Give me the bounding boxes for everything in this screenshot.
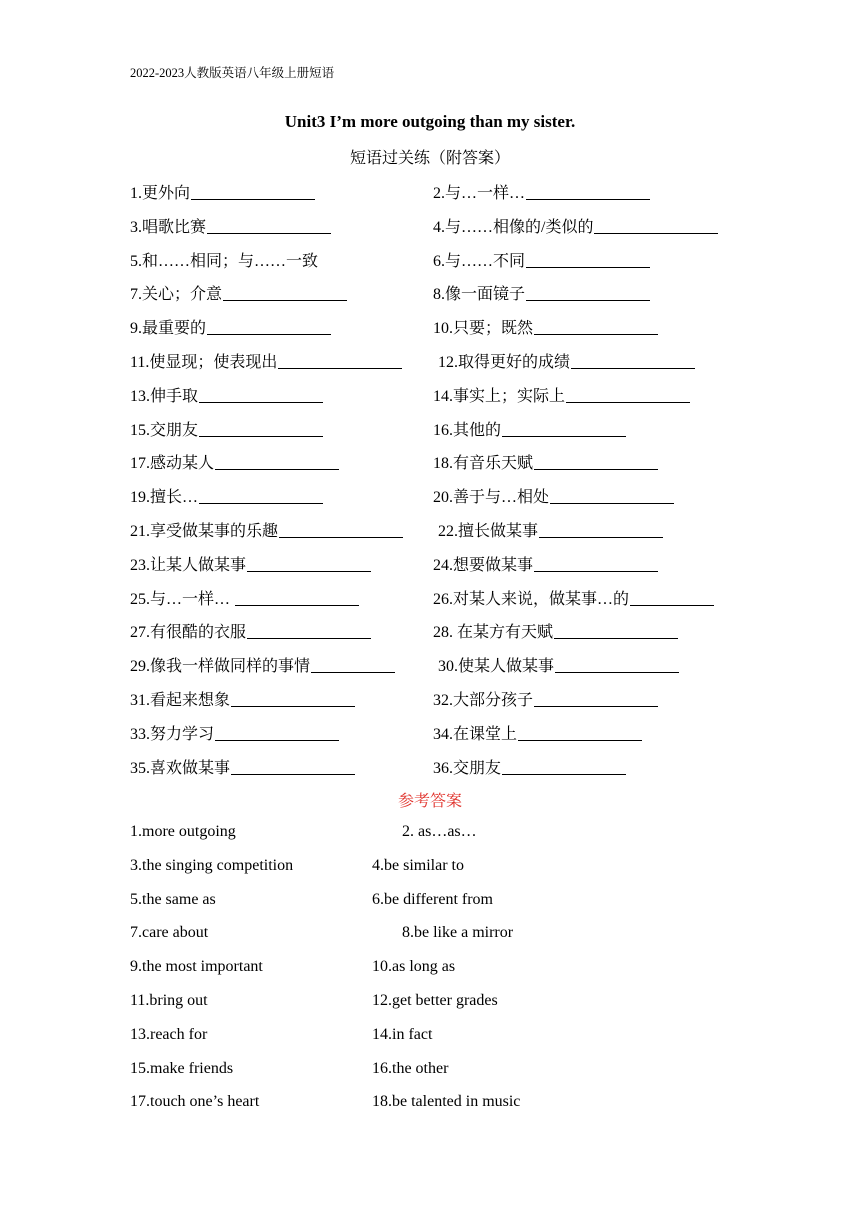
question-number: 30. — [438, 658, 458, 676]
question-item — [130, 518, 403, 541]
question-text: 善于与…相处 — [453, 489, 550, 507]
question-item — [130, 755, 355, 778]
answer-blank-line[interactable] — [199, 502, 323, 504]
question-text: 喜欢做某事 — [150, 759, 231, 777]
question-number: 6. — [433, 252, 445, 270]
question-text: 交朋友 — [150, 421, 199, 439]
question-number: 13. — [130, 387, 150, 405]
answer-item: 16.the other — [372, 1059, 449, 1077]
question-number: 21. — [130, 523, 150, 540]
answer-blank-line[interactable] — [199, 435, 323, 437]
answer-item: 18.be talented in music — [372, 1093, 521, 1111]
question-item — [433, 721, 642, 744]
question-number: 9. — [130, 320, 142, 338]
question-text: 只要；既然 — [453, 320, 534, 338]
question-number: 14. — [433, 387, 453, 405]
answer-blank-line[interactable] — [571, 367, 695, 369]
question-number: 25. — [130, 590, 150, 608]
question-item — [433, 281, 650, 304]
question-text: 与…一样… — [445, 185, 526, 202]
question-number: 2. — [433, 185, 445, 202]
answer-blank-line[interactable] — [311, 671, 395, 673]
answer-blank-line[interactable] — [534, 705, 658, 707]
question-number: 3. — [130, 218, 142, 236]
question-number: 18. — [433, 455, 453, 473]
answer-blank-line[interactable] — [526, 299, 650, 301]
question-number: 8. — [433, 286, 445, 304]
question-text: 伸手取 — [150, 387, 199, 405]
question-text: 有音乐天赋 — [453, 455, 534, 473]
question-item — [130, 214, 331, 237]
question-item — [433, 315, 658, 338]
answer-item: 9.the most important — [130, 958, 263, 976]
answer-blank-line[interactable] — [215, 468, 339, 470]
question-number: 7. — [130, 286, 142, 304]
question-item — [130, 349, 402, 372]
answer-blank-line[interactable] — [247, 570, 371, 572]
question-text: 事实上；实际上 — [453, 387, 566, 405]
answer-item: 8.be like a mirror — [402, 924, 514, 942]
answer-item: 11.bring out — [130, 992, 208, 1009]
question-item — [433, 484, 674, 507]
answer-blank-line[interactable] — [231, 705, 355, 707]
answer-item: 14.in fact — [372, 1025, 433, 1043]
question-item — [130, 180, 315, 203]
question-item — [130, 417, 323, 440]
answer-blank-line[interactable] — [555, 671, 679, 673]
answer-item: 13.reach for — [130, 1025, 208, 1043]
question-item — [130, 281, 347, 304]
answer-blank-line[interactable] — [550, 502, 674, 504]
question-text: 擅长做某事 — [458, 523, 539, 540]
answer-blank-line[interactable] — [235, 604, 359, 606]
question-text: 想要做某事 — [453, 556, 534, 574]
answer-blank-line[interactable] — [278, 367, 402, 369]
answer-item: 1.more outgoing — [130, 823, 236, 840]
question-item — [433, 619, 678, 642]
exercise-subtitle: 短语过关练（附答案） — [349, 150, 510, 167]
answer-blank-line[interactable] — [247, 637, 371, 639]
answer-blank-line[interactable] — [279, 536, 403, 538]
question-item — [438, 349, 695, 372]
question-number: 15. — [130, 421, 150, 439]
answer-item: 12.get better grades — [372, 992, 498, 1009]
question-item — [433, 180, 650, 203]
question-number: 5. — [130, 252, 142, 270]
question-text: 像我一样做同样的事情 — [150, 658, 311, 676]
answer-blank-line[interactable] — [554, 637, 678, 639]
unit-title: Unit3 I’m more outgoing than my sister. — [284, 112, 576, 131]
question-number: 33. — [130, 725, 150, 743]
question-text: 像一面镜子 — [445, 286, 526, 304]
question-number: 22. — [438, 523, 458, 540]
question-text: 大部分孩子 — [453, 692, 534, 709]
question-text: 在某方有天赋 — [453, 624, 554, 642]
question-item — [130, 315, 331, 338]
question-number: 16. — [433, 421, 453, 439]
question-number: 29. — [130, 658, 150, 676]
answer-item: 6.be different from — [372, 890, 493, 908]
question-item — [130, 586, 359, 609]
question-number: 32. — [433, 692, 453, 709]
question-item — [130, 248, 318, 271]
question-item — [433, 214, 718, 237]
question-number: 11. — [130, 354, 150, 371]
answer-item: 2. as…as… — [402, 823, 477, 840]
question-text: 在课堂上 — [453, 725, 518, 743]
answer-blank-line[interactable] — [207, 232, 331, 234]
question-item — [433, 755, 626, 778]
answer-blank-line[interactable] — [207, 333, 331, 335]
question-item — [433, 383, 690, 406]
question-number: 26. — [433, 590, 453, 608]
question-text: 交朋友 — [453, 759, 502, 777]
answer-blank-line[interactable] — [594, 232, 718, 234]
answer-blank-line[interactable] — [526, 198, 650, 200]
question-item — [438, 653, 679, 676]
question-item — [130, 721, 339, 744]
question-number: 19. — [130, 489, 150, 507]
question-number: 34. — [433, 725, 453, 743]
question-number: 36. — [433, 759, 453, 777]
answer-item: 4.be similar to — [372, 856, 464, 874]
answer-item: 7.care about — [130, 924, 209, 942]
question-text: 努力学习 — [150, 725, 215, 743]
answer-blank-line[interactable] — [231, 773, 355, 775]
question-text: 更外向 — [142, 185, 191, 202]
answer-item: 10.as long as — [372, 958, 456, 976]
question-number: 28. — [433, 624, 453, 642]
answer-blank-line[interactable] — [539, 536, 663, 538]
answer-blank-line[interactable] — [223, 299, 347, 301]
question-text: 关心；介意 — [142, 286, 223, 304]
question-text: 唱歌比赛 — [142, 218, 207, 236]
answer-item: 15.make friends — [130, 1059, 234, 1077]
page-header: 2022-2023人教版英语八年级上册短语 — [130, 66, 335, 80]
question-text: 看起来想象 — [150, 692, 231, 709]
answer-blank-line[interactable] — [502, 435, 626, 437]
answer-blank-line[interactable] — [199, 401, 323, 403]
question-item — [433, 586, 714, 609]
question-text: 取得更好的成绩 — [458, 354, 571, 371]
question-text: 享受做某事的乐趣 — [150, 523, 279, 540]
answer-item: 5.the same as — [130, 890, 216, 908]
answer-blank-line[interactable] — [215, 739, 339, 741]
question-number: 17. — [130, 455, 150, 473]
question-text: 与……相像的/类似的 — [445, 218, 594, 236]
question-number: 10. — [433, 320, 453, 338]
question-text: 感动某人 — [150, 455, 215, 473]
question-item — [130, 653, 395, 676]
question-number: 12. — [438, 354, 458, 371]
question-text: 对某人来说，做某事…的 — [453, 590, 630, 608]
question-number: 24. — [433, 556, 453, 574]
question-text: 其他的 — [453, 421, 502, 439]
question-item — [130, 552, 371, 575]
answer-item: 3.the singing competition — [130, 856, 294, 874]
question-text: 擅长… — [150, 489, 199, 507]
answer-item: 17.touch one’s heart — [130, 1093, 260, 1111]
question-item — [433, 552, 658, 575]
question-number: 35. — [130, 759, 150, 777]
question-number: 27. — [130, 624, 150, 642]
question-text: 最重要的 — [142, 320, 207, 338]
question-number: 23. — [130, 556, 150, 574]
question-number: 1. — [130, 185, 142, 202]
question-number: 31. — [130, 692, 150, 709]
question-text: 让某人做某事 — [150, 556, 247, 574]
question-number: 4. — [433, 218, 445, 236]
question-text: 有很酷的衣服 — [150, 624, 247, 642]
question-text: 和……相同；与……一致 — [142, 252, 319, 270]
question-text: 使显现；使表现出 — [149, 354, 278, 371]
question-number: 20. — [433, 489, 453, 507]
answer-blank-line[interactable] — [630, 604, 714, 606]
question-item — [433, 687, 658, 710]
answers-title: 参考答案 — [397, 793, 462, 810]
question-item — [130, 383, 323, 406]
answer-blank-line[interactable] — [534, 468, 658, 470]
question-text: 使某人做某事 — [458, 658, 555, 676]
answer-blank-line[interactable] — [566, 401, 690, 403]
question-item — [433, 248, 650, 271]
answer-blank-line[interactable] — [191, 198, 315, 200]
question-item — [130, 450, 339, 473]
question-text: 与……不同 — [445, 252, 526, 270]
answer-blank-line[interactable] — [518, 739, 642, 741]
answer-blank-line[interactable] — [534, 570, 658, 572]
question-item — [433, 417, 626, 440]
answer-blank-line[interactable] — [526, 266, 650, 268]
question-text: 与…一样… — [150, 590, 235, 608]
question-item — [438, 518, 663, 541]
question-item — [433, 450, 658, 473]
question-item — [130, 619, 371, 642]
answer-blank-line[interactable] — [534, 333, 658, 335]
question-item — [130, 484, 323, 507]
answer-blank-line[interactable] — [502, 773, 626, 775]
question-item — [130, 687, 355, 710]
